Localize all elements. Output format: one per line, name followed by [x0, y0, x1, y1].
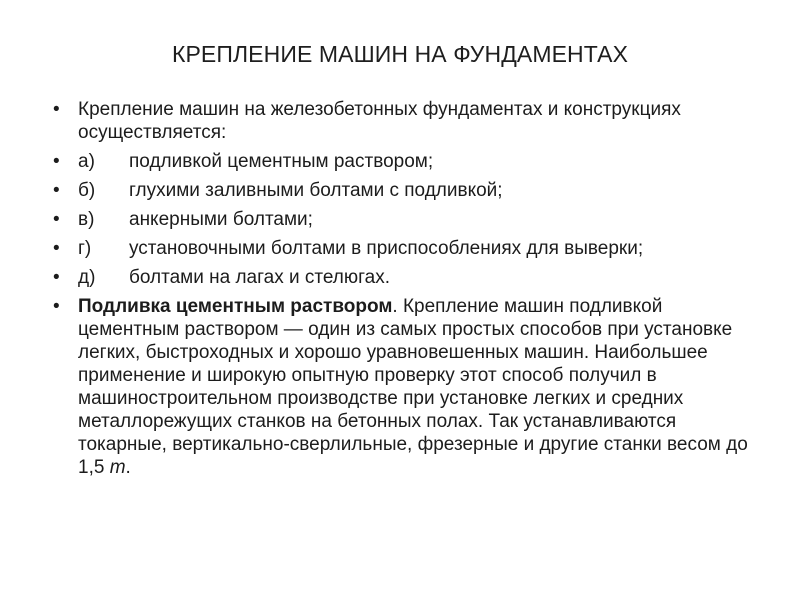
option-text: болтами на лагах и стелюгах.	[129, 267, 390, 288]
option-letter: г)	[78, 238, 92, 259]
bullet-marker: •	[53, 267, 60, 288]
option-text: установочными болтами в приспособлениях для выверки;	[129, 238, 644, 259]
bullet-list	[48, 98, 748, 485]
bullet-marker: •	[53, 296, 60, 317]
paragraph-end: .	[125, 457, 131, 478]
bullet-option-a	[48, 150, 748, 173]
option-text: подливкой цементным раствором;	[129, 151, 434, 172]
paragraph-bold-lead: Подливка цементным раствором	[78, 296, 393, 317]
bullet-option-d	[48, 266, 748, 289]
weight-unit: т	[109, 457, 126, 478]
slide-title: КРЕПЛЕНИЕ МАШИН НА ФУНДАМЕНТАХ	[171, 41, 629, 67]
option-letter: в)	[78, 209, 95, 230]
bullet-marker: •	[53, 238, 60, 259]
option-letter: б)	[78, 180, 96, 201]
bullet-intro	[48, 98, 748, 144]
bullet-option-b	[48, 179, 748, 202]
intro-text: Крепление машин на железобетонных фундаментах и конструкциях осуществляется:	[78, 99, 681, 143]
bullet-marker: •	[53, 209, 60, 230]
bullet-paragraph	[48, 295, 748, 479]
option-text: глухими заливными болтами с подливкой;	[129, 180, 503, 201]
bullet-option-v	[48, 208, 748, 231]
bullet-marker: •	[53, 151, 60, 172]
bullet-option-g	[48, 237, 748, 260]
paragraph-text: . Крепление машин подливкой цементным раствором — один из самых простых способов при установке легких, быстроходных и хорошо уравновешенных машин. Наибольшее применение и широкую опытную проверку этот способ получил в машиностроительном производстве при установке легких и средних металлорежущих станков на бетонных полах. Так устанавливаются токарные, вертикально-сверлильные, фрезерные и другие станки весом до 1,5	[78, 296, 748, 478]
bullet-marker: •	[53, 180, 60, 201]
option-letter: д)	[78, 267, 96, 288]
option-text: анкерными болтами;	[129, 209, 313, 230]
option-letter: а)	[78, 151, 95, 172]
bullet-marker: •	[53, 99, 60, 120]
